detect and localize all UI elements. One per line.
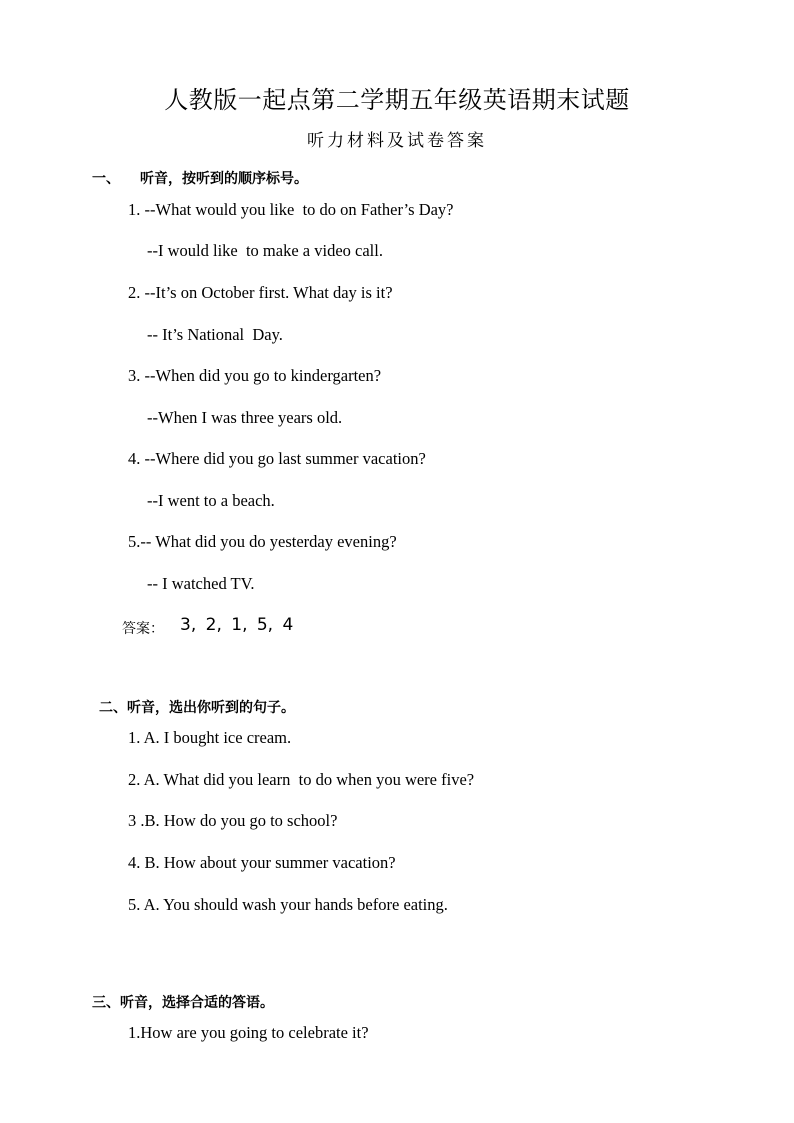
document-subtitle: 听力材料及试卷答案 [307, 131, 487, 151]
section2-heading: 二、听音，选出你听到的句子。 [99, 700, 295, 716]
section1-line-5: 3. --When did you go to kindergarten? [128, 366, 382, 385]
section2-line-1: 1. A. I bought ice cream. [128, 728, 292, 747]
section2-line-5: 5. A. You should wash your hands before eating. [128, 895, 448, 914]
section2-line-3: 3 .B. How do you go to school? [128, 811, 338, 830]
section1-line-3: 2. --It’s on October first. What day is it? [128, 283, 393, 302]
section1-line-2: --I would like to make a video call. [147, 241, 383, 260]
section1-line-8: --I went to a beach. [147, 491, 275, 510]
section1-line-10: -- I watched TV. [147, 574, 255, 593]
document-title: 人教版一起点第二学期五年级英语期末试题 [164, 86, 630, 114]
section3-line-1: 1.How are you going to celebrate it? [128, 1023, 369, 1042]
section1-line-6: --When I was three years old. [147, 408, 343, 427]
answer-value: 3, 2, 1, 5, 4 [180, 615, 294, 635]
section3-heading: 三、听音，选择合适的答语。 [92, 995, 274, 1011]
section1-line-9: 5.-- What did you do yesterday evening? [128, 532, 397, 551]
section2-line-4: 4. B. How about your summer vacation? [128, 853, 396, 872]
answer-label: 答案： [122, 621, 164, 637]
section1-line-7: 4. --Where did you go last summer vacation? [128, 449, 426, 468]
section2-line-2: 2. A. What did you learn to do when you were five? [128, 770, 475, 789]
section1-line-4: -- It’s National Day. [147, 325, 283, 344]
section1-number: 一、 [92, 171, 120, 187]
section1-heading: 听音，按听到的顺序标号。 [140, 171, 308, 187]
section1-line-1: 1. --What would you like to do on Father’s Day? [128, 200, 454, 219]
